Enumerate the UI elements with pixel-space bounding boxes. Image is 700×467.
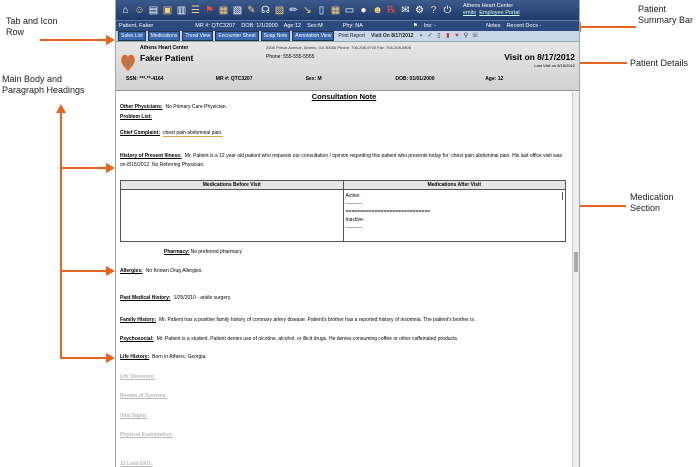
meds-before-header: Medications Before Visit: [121, 181, 344, 189]
meds-active-label: Active:: [346, 192, 564, 200]
patient-ssn: SSN: ***-**-4164: [126, 76, 164, 82]
section-hpi: [120, 152, 566, 170]
calculator-icon[interactable]: ▨: [274, 4, 285, 16]
heading-ekg: 12 Lead EKG:: [120, 461, 153, 467]
icon-toolbar: [116, 0, 579, 20]
pen-icon[interactable]: ✎: [247, 4, 256, 16]
callout-hline-main-2: [60, 270, 108, 272]
tab-annotation-view[interactable]: Annotation View: [292, 31, 334, 41]
summary-age: Age:12: [283, 23, 302, 29]
practice-name: Athens Heart Center: [463, 3, 514, 9]
note-title: Consultation Note: [311, 92, 377, 101]
heading-psychosocial: Psychosocial:: [120, 336, 154, 342]
text-life-history: Born in Athens, Georgia.: [152, 354, 207, 360]
callout-medication: Medication Section: [630, 192, 674, 213]
patient-id-row: [126, 76, 575, 82]
summary-notes[interactable]: Notes: [486, 23, 501, 29]
medication-table: [120, 180, 566, 242]
mail-icon[interactable]: ✉: [401, 4, 410, 16]
scrollbar-thumb[interactable]: [574, 252, 578, 272]
stethoscope-icon[interactable]: ☊: [261, 4, 270, 16]
patient-phone: Phone: 555-555-5555: [266, 54, 315, 60]
callout-patient-details: Patient Details: [630, 58, 689, 68]
meds-inactive-label: Inactive:: [345, 217, 365, 223]
section-life-history: [120, 354, 207, 360]
patient-details-header: [116, 42, 579, 91]
document-icon[interactable]: ▯: [318, 4, 325, 16]
patient-summary-bar: [116, 20, 579, 31]
text-other-physicians: No Primary Care Physician.: [165, 104, 227, 110]
text-past-medical-history: 1/25/2010 - ankle surgery.: [173, 295, 232, 301]
gear-icon[interactable]: ⚙: [415, 4, 424, 16]
employee-portal-link[interactable]: Employee Portal: [479, 10, 520, 16]
patient-age: Age: 12: [485, 76, 504, 82]
heading-problem-list: Problem List:: [120, 114, 152, 120]
patient-name: Faker Patient: [140, 53, 194, 63]
list-icon[interactable]: ☰: [191, 4, 200, 16]
callout-line-tab: [40, 39, 108, 41]
callout-tab-icon-row: Tab and Icon Row: [6, 16, 58, 37]
section-other-physicians: [120, 104, 227, 110]
medication-table-body: [121, 190, 565, 241]
callout-line-details: [575, 62, 627, 64]
check-icon[interactable]: ✓: [427, 32, 433, 39]
chart-icon[interactable]: ▤: [148, 4, 159, 16]
building-icon[interactable]: ▥: [176, 4, 187, 16]
save-icon[interactable]: ▪: [419, 32, 423, 39]
meds-active-dashes: ----------: [345, 201, 363, 207]
monitor-icon[interactable]: ▭: [344, 4, 355, 16]
summary-recent-docs[interactable]: Recent Docs -: [506, 23, 542, 29]
heading-vital-signs: Vital Signs:: [120, 413, 148, 419]
section-allergies: [120, 268, 203, 274]
pencil-icon[interactable]: ✏: [289, 4, 298, 16]
section-physical-exam: [120, 432, 176, 438]
summary-flag-icon[interactable]: ⚑: [412, 23, 418, 29]
section-problem-list: [120, 114, 155, 120]
rx-icon[interactable]: ℞: [387, 4, 396, 16]
callout-line-summary: [580, 26, 636, 28]
summary-mr: MR #: QTC3207: [195, 23, 236, 29]
print-report-link[interactable]: Print Report: [338, 33, 366, 39]
patient-sex: Sex: M: [305, 76, 322, 82]
document-icon[interactable]: ▯: [437, 32, 441, 39]
last-visit-date: Last Visit on 8/15/2012: [534, 63, 575, 68]
fax-icon[interactable]: ☏: [471, 32, 479, 39]
tab-soap-note[interactable]: Soap Note: [261, 31, 291, 41]
tab-row: [116, 31, 579, 42]
tab-encounter-sheet[interactable]: Encounter Sheet: [215, 31, 258, 41]
meds-after-header: Medications After Visit: [427, 182, 482, 188]
section-past-medical-history: [120, 295, 231, 301]
heading-physical-exam: Physical Examination:: [120, 432, 174, 438]
heading-allergies: Allergies:: [120, 268, 143, 274]
vertical-scrollbar[interactable]: [572, 92, 579, 467]
heading-family-history: Family History:: [120, 317, 157, 323]
user-icon[interactable]: ☺: [134, 4, 145, 16]
meds-after-cell: [344, 190, 566, 241]
text-pharmacy: No preferred pharmacy: [190, 249, 242, 255]
summary-patient[interactable]: Patient, Faker: [119, 23, 154, 29]
patient-dob: DOB: 01/01/2000: [395, 76, 435, 82]
tab-medications[interactable]: Medications: [148, 31, 181, 41]
grid-icon[interactable]: ▦: [330, 4, 341, 16]
section-review-of-systems: [120, 393, 170, 399]
medication-table-header: [121, 181, 565, 190]
callout-hline-main-1: [60, 167, 108, 169]
text-hpi: Mr. Patient is a 12 year old patient who requests our consultation / opinion regarding this patient who presents today for: chest pain abdominal pain. His last office visit was on 8/15/2012. No Referring Physician.: [120, 153, 563, 168]
tab-sales-list[interactable]: Sales List: [118, 31, 146, 41]
heading-life-stressors: Life Stressors:: [120, 374, 156, 380]
text-psychosocial: Mr. Patient is a student. Patient denies use of nicotine, alcohol, or illicit drugs. He denies consuming coffee or other caffeinated products.: [156, 336, 459, 342]
power-icon[interactable]: ⏻: [443, 4, 452, 16]
summary-phy: Phy: NA: [342, 23, 363, 29]
book-icon[interactable]: ▣: [162, 4, 173, 16]
patient-mr: MR #: QTC3207: [215, 76, 253, 82]
heading-other-physicians: Other Physicians:: [120, 104, 163, 110]
meds-inactive-dashes: ----------: [345, 225, 363, 231]
callout-arrow-tab: [106, 35, 115, 45]
section-vital-signs: [120, 413, 150, 419]
visit-date: Visit on 8/17/2012: [504, 52, 575, 62]
flag-icon[interactable]: ⚑: [205, 4, 214, 16]
section-chief-complaint: [120, 130, 223, 136]
text-family-history: Mr. Patient has a positive family history of coronary artery disease. Patient's brother has a reported history of insomnia. The patient's brother is .: [159, 317, 477, 323]
practice-info: [463, 3, 520, 17]
tab-trend-view[interactable]: Trend View: [182, 31, 213, 41]
meds-before-cell: [121, 190, 344, 241]
callout-arrow-main-2: [106, 266, 115, 276]
callout-arrow-main-3: [106, 353, 115, 363]
table-icon[interactable]: ▧: [232, 4, 243, 16]
clinic-address: 2005 Prince Avenue, Athens, GA 30606 Phone: 706-208-9700 Fax: 706-208-0806: [266, 45, 411, 50]
heading-hpi: History of Present Illness:: [120, 153, 182, 159]
heading-past-medical-history: Past Medical History:: [120, 295, 171, 301]
circle-icon[interactable]: ●: [360, 4, 367, 16]
section-family-history: [120, 317, 477, 323]
meds-separator: =============================: [345, 209, 431, 215]
pdf-icon[interactable]: ▮: [446, 32, 450, 39]
callout-arrow-main-1: [106, 163, 115, 173]
section-psychosocial: [120, 336, 458, 342]
practice-sub-link[interactable]: emits: [463, 10, 477, 16]
heart-logo-icon: [120, 51, 136, 73]
text-chief-complaint: chest pain abdominal pain.: [163, 130, 223, 136]
people-icon[interactable]: ☻: [372, 4, 383, 16]
summary-dob: DOB: 1/1/2000: [241, 23, 278, 29]
note-body: [116, 92, 572, 467]
heading-chief-complaint: Chief Complaint:: [120, 130, 160, 136]
home-icon[interactable]: ⌂: [122, 4, 129, 16]
clinic-name: Athens Heart Center: [140, 45, 189, 51]
summary-ins: Ins: -: [423, 23, 437, 29]
heading-life-history: Life History:: [120, 354, 150, 360]
heart-icon[interactable]: ♥: [455, 32, 459, 39]
heading-pharmacy: Pharmacy:: [164, 249, 190, 255]
summary-sex: Sex:M: [307, 23, 323, 29]
help-icon[interactable]: ?: [430, 4, 437, 16]
callout-hline-main-3: [60, 357, 108, 359]
section-pharmacy: [164, 249, 242, 255]
section-life-stressors: [120, 374, 158, 380]
syringe-icon[interactable]: ↘: [303, 4, 312, 16]
callout-vline-main: [60, 112, 62, 358]
folder-icon[interactable]: ▦: [218, 4, 229, 16]
callout-patient-summary: Patient Summary Bar: [638, 4, 694, 25]
heading-review-of-systems: Review of Systems:: [120, 393, 167, 399]
text-allergies: No Known Drug Allergies.: [145, 268, 203, 274]
pin-icon[interactable]: ⚲: [463, 32, 469, 39]
section-ekg: [120, 461, 156, 467]
visit-date-label: Visit On 8/17/2012: [371, 33, 414, 39]
emr-window: [115, 0, 580, 467]
callout-main-body: Main Body and Paragraph Headings: [2, 74, 85, 95]
